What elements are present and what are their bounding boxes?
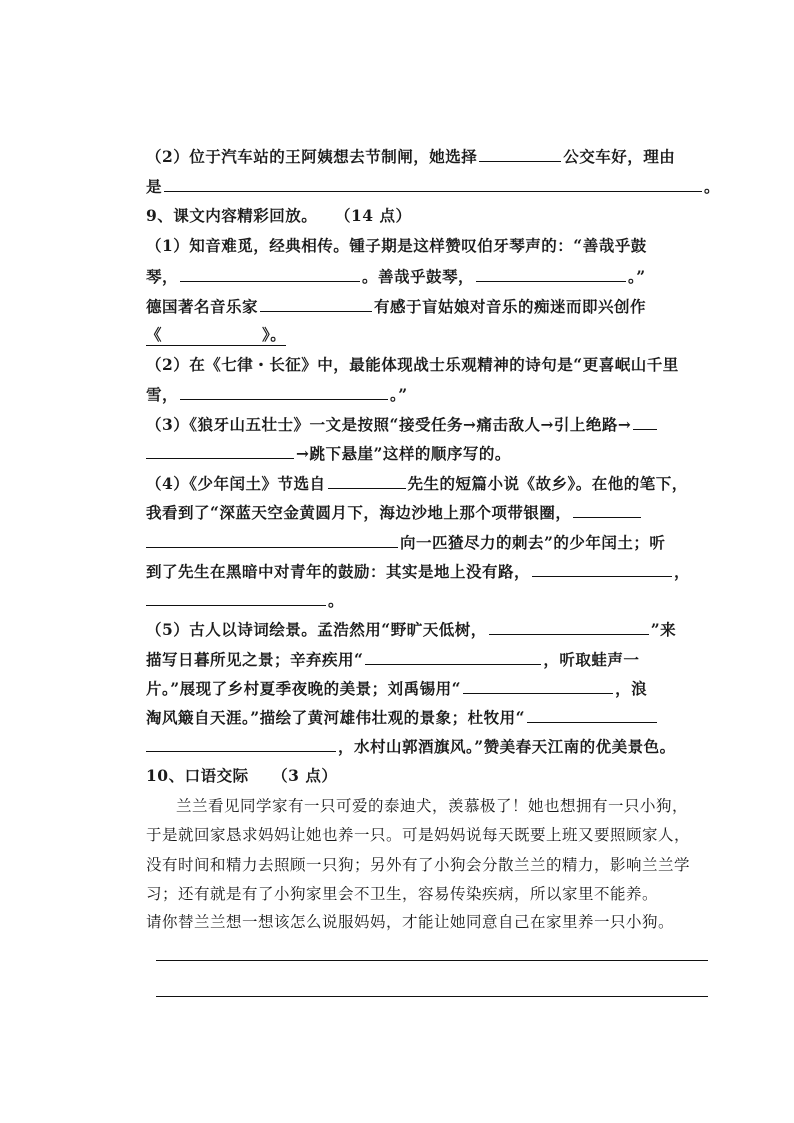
q9-2-line1: （2）在《七律・长征》中，最能体现战士乐观精神的诗句是“更喜岷山千里 [146,355,679,374]
q9-1-blank-1[interactable] [180,266,360,282]
q8-2-line1 [146,146,675,167]
q9-4-line5 [146,590,344,611]
q10-points: （3 点） [272,766,338,785]
q9-4-text-e: 到了先生在黑暗中对青年的鼓励：其实是地上没有路， [146,562,531,581]
q9-4-text-d: 向一匹猹尽力的刺去”的少年闰土；听 [400,533,666,552]
q9-heading [146,206,411,226]
q9-4-line1 [146,473,688,494]
q9-3-blank-start[interactable] [633,414,657,430]
q9-4-text-a: （4）《少年闰土》节选自 [146,474,326,493]
q9-1-composer-blank[interactable] [260,296,372,312]
q8-2-end: 。 [704,177,721,196]
q8-2-reason-label: 是 [146,177,163,196]
q9-4-line4 [146,561,690,582]
q9-5-blank-3[interactable] [463,678,613,694]
q9-1-blank-2[interactable] [476,266,626,282]
q8-2-text-a: （2）位于汽车站的王阿姨想去节制闸，她选择 [146,147,478,166]
q10-para-line4: 习；还有就是有了小狗家里会不卫生，容易传染疾病，所以家里不能养。 [146,885,659,903]
q9-1-line1: （1）知音难觅，经典相传。锺子期是这样赞叹伯牙琴声的：“善哉乎鼓 [146,236,647,255]
q9-2-line2 [146,384,408,405]
q9-1-open-bracket: 《 [146,325,163,344]
q9-4-author-blank[interactable] [328,473,406,489]
q10-para-line3: 没有时间和精力去照顾一只狗；另外有了小狗会分散兰兰的精力，影响兰兰学 [146,856,691,874]
q9-points: （14 点） [335,206,412,225]
q9-4-line2 [146,502,643,523]
q8-2-bus-blank[interactable] [479,146,561,162]
q10-heading [146,766,337,786]
q9-5-text-c: 描写日暮所见之景；辛弃疾用“ [146,650,364,669]
q9-4-line3 [146,532,665,553]
q9-1-text-e: 有感于盲姑娘对音乐的痴迷而即兴创作 [374,297,647,316]
q9-5-text-a: （5）古人以诗词绘景。孟浩然用“野旷天低树， [146,620,487,639]
q9-3-line2 [146,443,511,464]
q9-5-line1 [146,619,676,640]
q9-3-line1 [146,414,659,435]
q9-5-line5 [146,736,676,757]
q9-5-line4 [146,707,659,728]
q8-2-reason-blank[interactable] [164,176,702,192]
q9-5-text-b: ”来 [650,620,677,639]
q9-5-text-h: ，水村山郭酒旗风。”赞美春天江南的优美景色。 [338,737,676,756]
q9-3-text-b: →跳下悬崖”这样的顺序写的。 [296,444,511,463]
q9-4-blank-1a[interactable] [573,502,641,518]
q9-2-text-a: 雪， [146,385,179,404]
q9-1-close-bracket: 》。 [262,325,287,344]
q9-5-line2 [146,649,639,670]
q9-1-title-underline [146,325,286,346]
q9-5-blank-2[interactable] [365,649,541,665]
q9-2-text-b: 。” [390,385,408,404]
q9-1-line4 [146,325,286,346]
q9-4-period: 。 [328,591,345,610]
q10-answer-line-2[interactable] [156,996,708,997]
q10-para-line1: 兰兰看见同学家有一只可爱的泰迪犬，羡慕极了！她也想拥有一只小狗， [176,797,689,815]
q9-3-blank[interactable] [146,443,294,459]
q9-4-blank-1b[interactable] [146,532,398,548]
q9-1-text-b: 。善哉乎鼓琴， [362,267,475,286]
q9-1-text-a: 琴， [146,267,179,286]
q9-5-blank-4a[interactable] [527,707,657,723]
q9-5-blank-1[interactable] [489,619,649,635]
q8-2-text-b: 公交车好，理由 [563,147,676,166]
q9-2-blank[interactable] [180,384,388,400]
q9-4-blank-2b[interactable] [146,590,326,606]
q9-4-text-b: 先生的短篇小说《故乡》。在他的笔下， [407,474,688,493]
q9-5-text-g: 淘风簸自天涯。”描绘了黄河雄伟壮观的景象；杜牧用“ [146,708,526,727]
q9-1-line2 [146,266,646,287]
q9-5-blank-4b[interactable] [146,736,336,752]
q9-5-text-e: 片。”展现了乡村夏季夜晚的美景；刘禹锡用“ [146,679,462,698]
q9-5-line3 [146,678,647,699]
q10-answer-line-1[interactable] [156,960,708,961]
q9-1-text-c: 。” [628,267,646,286]
q9-4-text-c: 我看到了“深蓝天空金黄圆月下，海边沙地上那个项带银圈， [146,503,572,522]
q10-para-line2: 于是就回家恳求妈妈让她也养一只。可是妈妈说每天既要上班又要照顾家人， [146,826,691,844]
q9-title: 9、课文内容精彩回放。 [146,206,318,225]
q9-1-line3 [146,296,646,317]
q9-5-text-d: ，听取蛙声一 [543,650,640,669]
q8-2-line2 [146,176,720,197]
q9-4-comma: ， [674,562,691,581]
q10-question: 请你替兰兰想一想该怎么说服妈妈，才能让她同意自己在家里养一只小狗。 [146,913,675,931]
q10-title: 10、口语交际 [146,766,249,785]
q9-3-text-a: （3）《狼牙山五壮士》一文是按照“接受任务→痛击敌人→引上绝路→ [146,415,632,434]
q9-5-text-f: ，浪 [615,679,648,698]
q9-4-blank-2a[interactable] [532,561,672,577]
q9-1-text-d: 德国著名音乐家 [146,297,259,316]
